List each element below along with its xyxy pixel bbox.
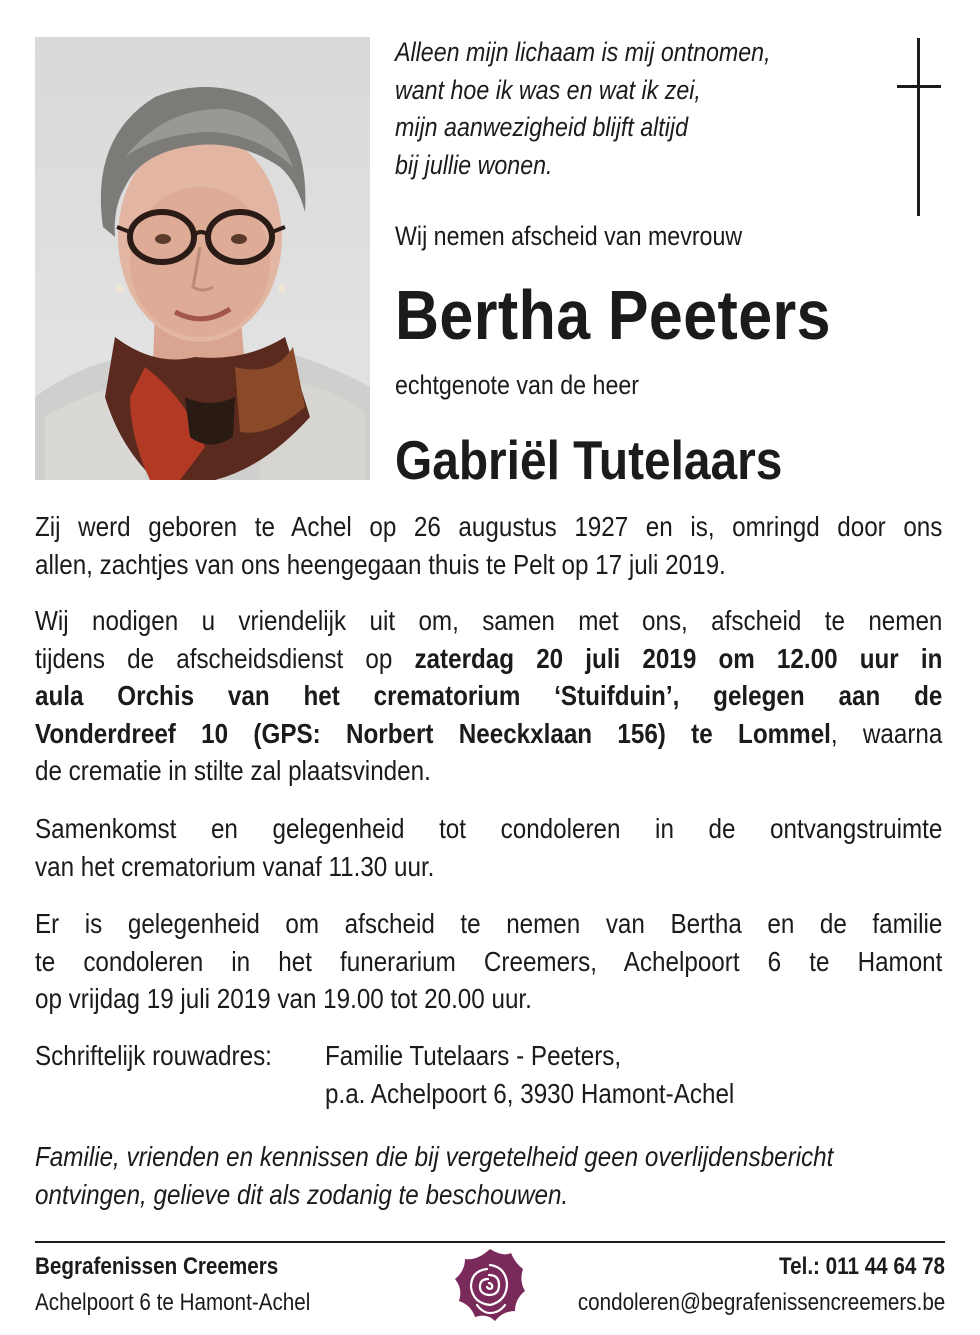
paragraph-line: van het crematorium vanaf 11.30 uur. [35, 850, 435, 882]
notice-line: Familie, vrienden en kennissen die bij vergetelheid geen overlijdensbericht [35, 1141, 834, 1172]
paragraph-line [35, 677, 942, 715]
paragraph-line: allen, zachtjes van ons heengegaan thuis te Pelt op 17 juli 2019. [35, 548, 726, 580]
notice-line: ontvingen, gelieve dit als zodanig te beschouwen. [35, 1178, 569, 1210]
poem-line: Alleen mijn lichaam is mij ontnomen, [395, 37, 771, 67]
ceremony-date: zaterdag 20 juli 2019 om 12.00 uur in [414, 642, 943, 674]
paragraph-line [35, 715, 942, 753]
ceremony-location: aula Orchis van het crematorium ‘Stuifduin’, gelegen aan de [35, 680, 943, 711]
mourning-address-line: p.a. Achelpoort 6, 3930 Hamont-Achel [325, 1078, 735, 1109]
portrait-photo [35, 37, 370, 480]
poem [395, 34, 808, 184]
ceremony-address: Vonderdreef 10 (GPS: Norbert Neeckxlaan 156) te Lommel [35, 717, 831, 749]
ceremony-paragraph [35, 602, 942, 790]
mourning-address-label: Schriftelijk rouwadres: [35, 1040, 272, 1071]
intro-text: Wij nemen afscheid van mevrouw [395, 221, 743, 251]
paragraph-text: , waarna [830, 717, 943, 749]
cross-icon [893, 38, 945, 216]
spouse-intro-text: echtgenote van de heer [395, 370, 640, 400]
gathering-paragraph [35, 810, 942, 885]
mourning-address-line: Familie Tutelaars - Peeters, [325, 1040, 622, 1071]
paragraph-line: te condoleren in het funerarium Creemers, Achelpoort 6 te Hamont [35, 945, 943, 977]
visitation-paragraph [35, 905, 942, 1018]
funeral-home-email[interactable]: condoleren@begrafenissencreemers.be [577, 1289, 945, 1316]
poem-line: want hoe ik was en wat ik zei, [395, 74, 701, 105]
paragraph-line [35, 640, 942, 678]
paragraph-text: tijdens de afscheidsdienst op [35, 642, 415, 674]
paragraph-line: Er is gelegenheid om afscheid te nemen van Bertha en de familie [35, 908, 943, 939]
funeral-home-name: Begrafenissen Creemers [35, 1253, 279, 1280]
paragraph-line: Samenkomst en gelegenheid tot condoleren in de ontvangstruimte [35, 813, 943, 844]
poem-line: mijn aanwezigheid blijft altijd [395, 112, 688, 142]
poem-line: bij jullie wonen. [395, 149, 553, 180]
spouse-name: Gabriël Tutelaars [395, 429, 783, 491]
funeral-home-address: Achelpoort 6 te Hamont-Achel [35, 1289, 311, 1316]
paragraph-line: Wij nodigen u vriendelijk uit om, samen met ons, afscheid te nemen [35, 605, 943, 636]
funeral-home-phone: Tel.: 011 44 64 78 [778, 1253, 945, 1280]
deceased-name: Bertha Peeters [395, 276, 831, 354]
rose-icon [453, 1247, 527, 1325]
footer-divider [35, 1241, 945, 1243]
paragraph-line: op vrijdag 19 juli 2019 van 19.00 tot 20.00 uur. [35, 983, 532, 1014]
notice-paragraph [35, 1138, 833, 1213]
birth-death-paragraph [35, 508, 942, 583]
paragraph-line: Zij werd geboren te Achel op 26 augustus 1927 en is, omringd door ons [35, 511, 943, 542]
paragraph-line: de crematie in stilte zal plaatsvinden. [35, 755, 431, 786]
